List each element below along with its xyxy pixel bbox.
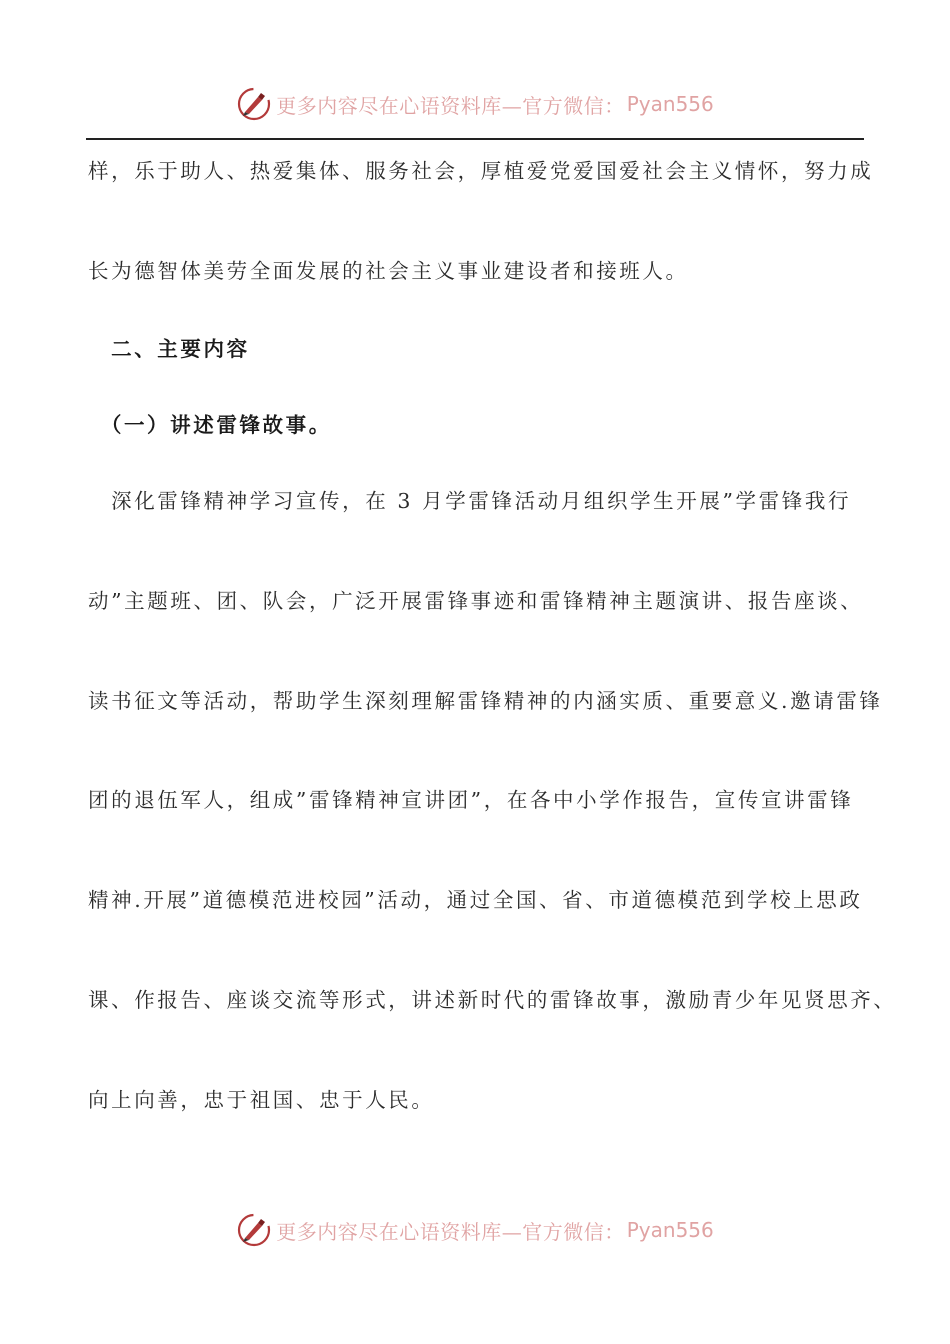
banner-wechat-id: Pyan556 (626, 1218, 714, 1242)
subsection-heading: （一）讲述雷锋故事。 (88, 413, 332, 437)
header-divider (86, 138, 864, 140)
banner-wechat-id: Pyan556 (626, 92, 714, 116)
banner-slogan: 更多内容尽在心语资料库—官方微信： (276, 1219, 625, 1244)
body-line: 精神.开展”道德模范进校园”活动，通过全国、省、市道德模范到学校上思政 (88, 888, 863, 912)
body-line: 长为德智体美劳全面发展的社会主义事业建设者和接班人。 (88, 259, 689, 283)
banner-slogan: 更多内容尽在心语资料库—官方微信： (276, 93, 625, 118)
pen-logo-icon (236, 86, 272, 122)
body-line: 深化雷锋精神学习宣传，在 3 月学雷锋活动月组织学生开展”学雷锋我行 (88, 489, 852, 513)
body-line: 样，乐于助人、热爱集体、服务社会，厚植爱党爱国爱社会主义情怀，努力成 (88, 159, 874, 183)
footer-banner (0, 1208, 950, 1252)
body-line: 团的退伍军人，组成”雷锋精神宣讲团”，在各中小学作报告，宣传宣讲雷锋 (88, 788, 854, 812)
header-banner (0, 82, 950, 126)
body-line: 课、作报告、座谈交流等形式，讲述新时代的雷锋故事，激励青少年见贤思齐、 (88, 988, 897, 1012)
body-line: 向上向善，忠于祖国、忠于人民。 (88, 1088, 435, 1112)
pen-logo-icon (236, 1212, 272, 1248)
section-heading: 二、主要内容 (88, 337, 250, 361)
body-line: 动”主题班、团、队会，广泛开展雷锋事迹和雷锋精神主题演讲、报告座谈、 (88, 589, 864, 613)
body-line: 读书征文等活动，帮助学生深刻理解雷锋精神的内涵实质、重要意义.邀请雷锋 (88, 689, 883, 713)
